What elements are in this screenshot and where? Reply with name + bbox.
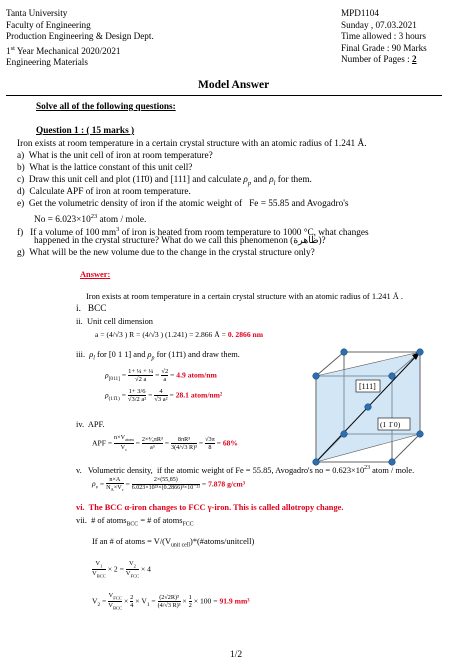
answer-intro: Iron exists at room temperature in a certain crystal structure with an atomic radius of 1.241 Å .: [86, 292, 403, 301]
answer-vii: vii. # of atoms$_{BCC}$ = # of atoms$_{FCC}$: [76, 516, 194, 528]
university-name: Tanta University: [6, 8, 68, 18]
answer-heading: Answer:: [80, 270, 111, 279]
question-item: g) What will be the new volume due to the change in the crystal structure only?: [17, 248, 315, 258]
answer-ii-formula: a = (4/√3 ) R = (4/√3 ) (1.241) = 2.866 Å = 0. 2866 nm: [95, 330, 264, 339]
page-number: 1/2: [230, 650, 243, 660]
question-heading: Question 1 : ( 15 marks ): [36, 126, 135, 136]
atom: [417, 431, 424, 438]
answer-vi: vi. The BCC α-iron changes to FCC γ-iron. This is called allotropy change.: [76, 503, 344, 512]
volume-ratio-formula: $V_1$ $V_{BCC}$ × 2 = $V_2$ $V_{FCC}$ × 4: [92, 560, 151, 579]
header-left: [6, 8, 154, 69]
answer-iv: iv. APF.: [76, 420, 105, 429]
header-divider: [6, 95, 442, 96]
answer-iii: iii. $\rho_l$ for [0 1 1] and $\rho_p$ for (11̄1) and draw them.: [76, 350, 240, 362]
page-title: Model Answer: [198, 79, 270, 91]
label-111: [111]: [359, 382, 376, 391]
label-1-10: (1 1̄ 0): [380, 420, 401, 429]
answer-i: i. BCC: [76, 304, 107, 314]
year-label: 1st Year Mechanical 2020/2021: [6, 44, 121, 56]
atom: [389, 373, 396, 380]
final-grade: Final Grade : 90 Marks: [341, 42, 427, 53]
atoms-volume-relation: If an # of atoms = $V/(V_{unit cell})*(\#atoms/unitcell)$: [92, 537, 255, 549]
department-name: Production Engineering & Design Dept.: [6, 31, 154, 42]
atom: [313, 459, 320, 466]
exam-date: Sunday , 07.03.2021: [341, 19, 417, 30]
faculty-name: Faculty of Engineering: [6, 19, 91, 30]
atom: [389, 459, 396, 466]
course-code: MPD1104: [341, 8, 379, 18]
answer-ii: ii. Unit cell dimension: [76, 317, 153, 326]
question-item: d) Calculate APF of iron at room temperature.: [17, 187, 191, 197]
answer-v: v. Volumetric density, if the atomic weight of Fe = 55.85, Avogadro's no = $0.623\times 10^{23}$ atom / mole.: [76, 465, 415, 475]
course-name: Engineering Materials: [6, 57, 88, 68]
rho-l-formula: $\rho_{[011]}$ = $\frac{\text{1+ ¼ + ¼}}{√2 a}$ = $\frac{√2}{a}$ = 4.9 atom/nm: [105, 368, 217, 383]
question-item-cont: happened in the crystal structure? What do we call this phenomenon (ظاهرة)?: [34, 236, 326, 246]
atom: [341, 431, 348, 438]
atom-center: [365, 404, 372, 411]
question-item-cont: $No = 6.023\times 10^{23}$ atom / mole.: [34, 213, 147, 226]
atom: [417, 349, 424, 356]
apf-formula: APF = $n\times V_{atom}$ $V_c$ = $\frac{\text{2×⁴⁄₃πR³}}{\text{a³}}$ = $\frac{\text{8πR³}}{\text{3(4/√3 R)³}}$ = $\frac{√3\pi}{8}$ = 68%: [92, 434, 239, 453]
instructions: Solve all of the following questions:: [36, 102, 176, 112]
atom: [313, 373, 320, 380]
time-allowed: Time allowed : 3 hours: [341, 31, 426, 42]
bcc-unit-cell-diagram: [306, 346, 430, 470]
new-volume-formula: $V_2$ = $V_{FCC}$ $V_{BCC}$ × $\frac{2}{4}$ × $V_1$ = $\frac{\text{(2√2R)³}}{\text{(4/√3 R)³}}$ × $\frac{1}{2}$ × 100 = 91.9 mm³: [92, 592, 250, 611]
question-item: b) What is the lattice constant of this unit cell?: [17, 163, 193, 173]
question-intro: Iron exists at room temperature in a certain crystal structure with an atomic radius of 1.241 Å.: [17, 139, 367, 149]
question-item: e) Get the volumetric density of iron if the atomic weight of Fe = 55.85 and Avogadro's: [17, 199, 349, 209]
rho-p-formula: $\rho_{(11̄1)}$ = $\frac{1+ 3/6}{\text{√3/2 a²}}$ = $\frac{4}{\text{√3 a²}}$ = 28.1 atom/nm²: [105, 388, 223, 403]
atom: [341, 349, 348, 356]
question-item: c) Draw this unit cell and plot (11̄0) and [111] and calculate $\rho_p$ and $\rho_l$ for them.: [17, 175, 312, 187]
page-count: Number of Pages : 2: [341, 54, 417, 65]
header-right: [341, 8, 427, 66]
volumetric-density-formula: $\rho_v$ = $\frac{n\times A}{N_A\times V_c}$ = $\frac{2\times(55,85)}{\text{6.023×10²³×(0.2866)³×10⁻²¹}}$ = 7.878 g/cm³: [92, 476, 245, 493]
question-item: a) What is the unit cell of iron at room temperature?: [17, 151, 213, 161]
question-item: f) If a volume of 100 $mm^3$ of iron is heated from room temperature to 1000 °C, what changes: [17, 226, 369, 239]
